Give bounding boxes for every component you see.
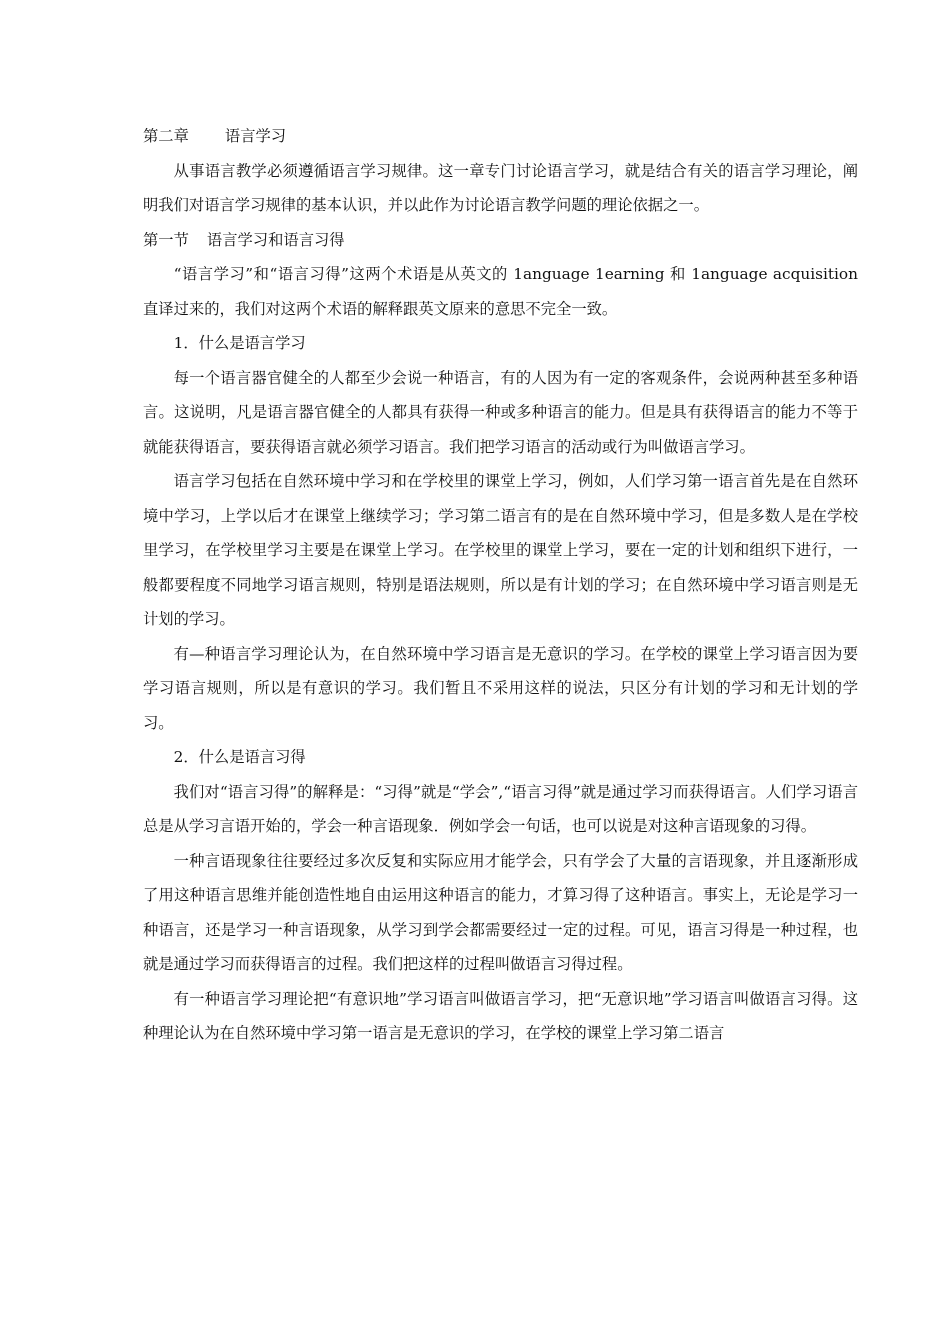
page-content xyxy=(143,119,858,1051)
chapter-heading xyxy=(143,119,858,154)
paragraph-acquisition-definition: 我们对“语言习得”的解释是：“习得”就是“学会”,“语言习得”就是通过学习而获得语言。人们学习语言总是从学习言语开始的，学会一种言语现象．例如学会一句话，也可以说是对这种言语现象的习得。 xyxy=(143,782,858,835)
section-number: 第一节 xyxy=(143,230,189,249)
subheading-language-learning: 1．什么是语言学习 xyxy=(173,334,306,352)
section-heading xyxy=(143,223,858,258)
paragraph-learning-settings: 语言学习包括在自然环境中学习和在学校里的课堂上学习，例如，人们学习第一语言首先是在自然环境中学习，上学以后才在课堂上继续学习；学习第二语言有的是在自然环境中学习，但是多数人是在学校里学习，在学校里学习主要是在课堂上学习。在学校里的课堂上学习，要在一定的计划和组织下进行，一般都要程度不同地学习语言规则，特别是语法规则，所以是有计划的学习；在自然环境中学习语言则是无计划的学习。 xyxy=(143,472,858,628)
paragraph-acquisition-theory: 有一种语言学习理论把“有意识地”学习语言叫做语言学习，把“无意识地”学习语言叫做语言习得。这种理论认为在自然环境中学习第一语言是无意识的学习，在学校的课堂上学习第二语言 xyxy=(143,989,858,1042)
chapter-intro: 从事语言教学必须遵循语言学习规律。这一章专门讨论语言学习，就是结合有关的语言学习理论，阐明我们对语言学习规律的基本认识，并以此作为讨论语言教学问题的理论依据之一。 xyxy=(143,161,858,214)
paragraph-learning-theory: 有—种语言学习理论认为，在自然环境中学习语言是无意识的学习。在学校的课堂上学习语言因为要学习语言规则，所以是有意识的学习。我们暂且不采用这样的说法，只区分有计划的学习和无计划的学习。 xyxy=(143,644,858,732)
section-title: 语言学习和语言习得 xyxy=(206,230,345,249)
paragraph-learning-definition: 每一个语言器官健全的人都至少会说一种语言，有的人因为有一定的客观条件，会说两种甚至多种语言。这说明，凡是语言器官健全的人都具有获得一种或多种语言的能力。但是具有获得语言的能力不等于就能获得语言，要获得语言就必须学习语言。我们把学习语言的活动或行为叫做语言学习。 xyxy=(143,368,858,456)
subheading-language-acquisition: 2．什么是语言习得 xyxy=(173,748,306,766)
paragraph-terms: “语言学习”和“语言习得”这两个术语是从英文的 1anguage 1earning 和 1anguage acquisition 直译过来的，我们对这两个术语的解释跟英文原来的意思不完全一致。 xyxy=(143,265,858,318)
chapter-number: 第二章 xyxy=(143,127,189,145)
paragraph-acquisition-process: 一种言语现象往往要经过多次反复和实际应用才能学会，只有学会了大量的言语现象，并且逐渐形成了用这种语言思维并能创造性地自由运用这种语言的能力，才算习得了这种语言。事实上，无论是学习一种语言，还是学习一种言语现象，从学习到学会都需要经过一定的过程。可见，语言习得是一种过程，也就是通过学习而获得语言的过程。我们把这样的过程叫做语言习得过程。 xyxy=(143,851,858,973)
chapter-title: 语言学习 xyxy=(224,127,287,145)
